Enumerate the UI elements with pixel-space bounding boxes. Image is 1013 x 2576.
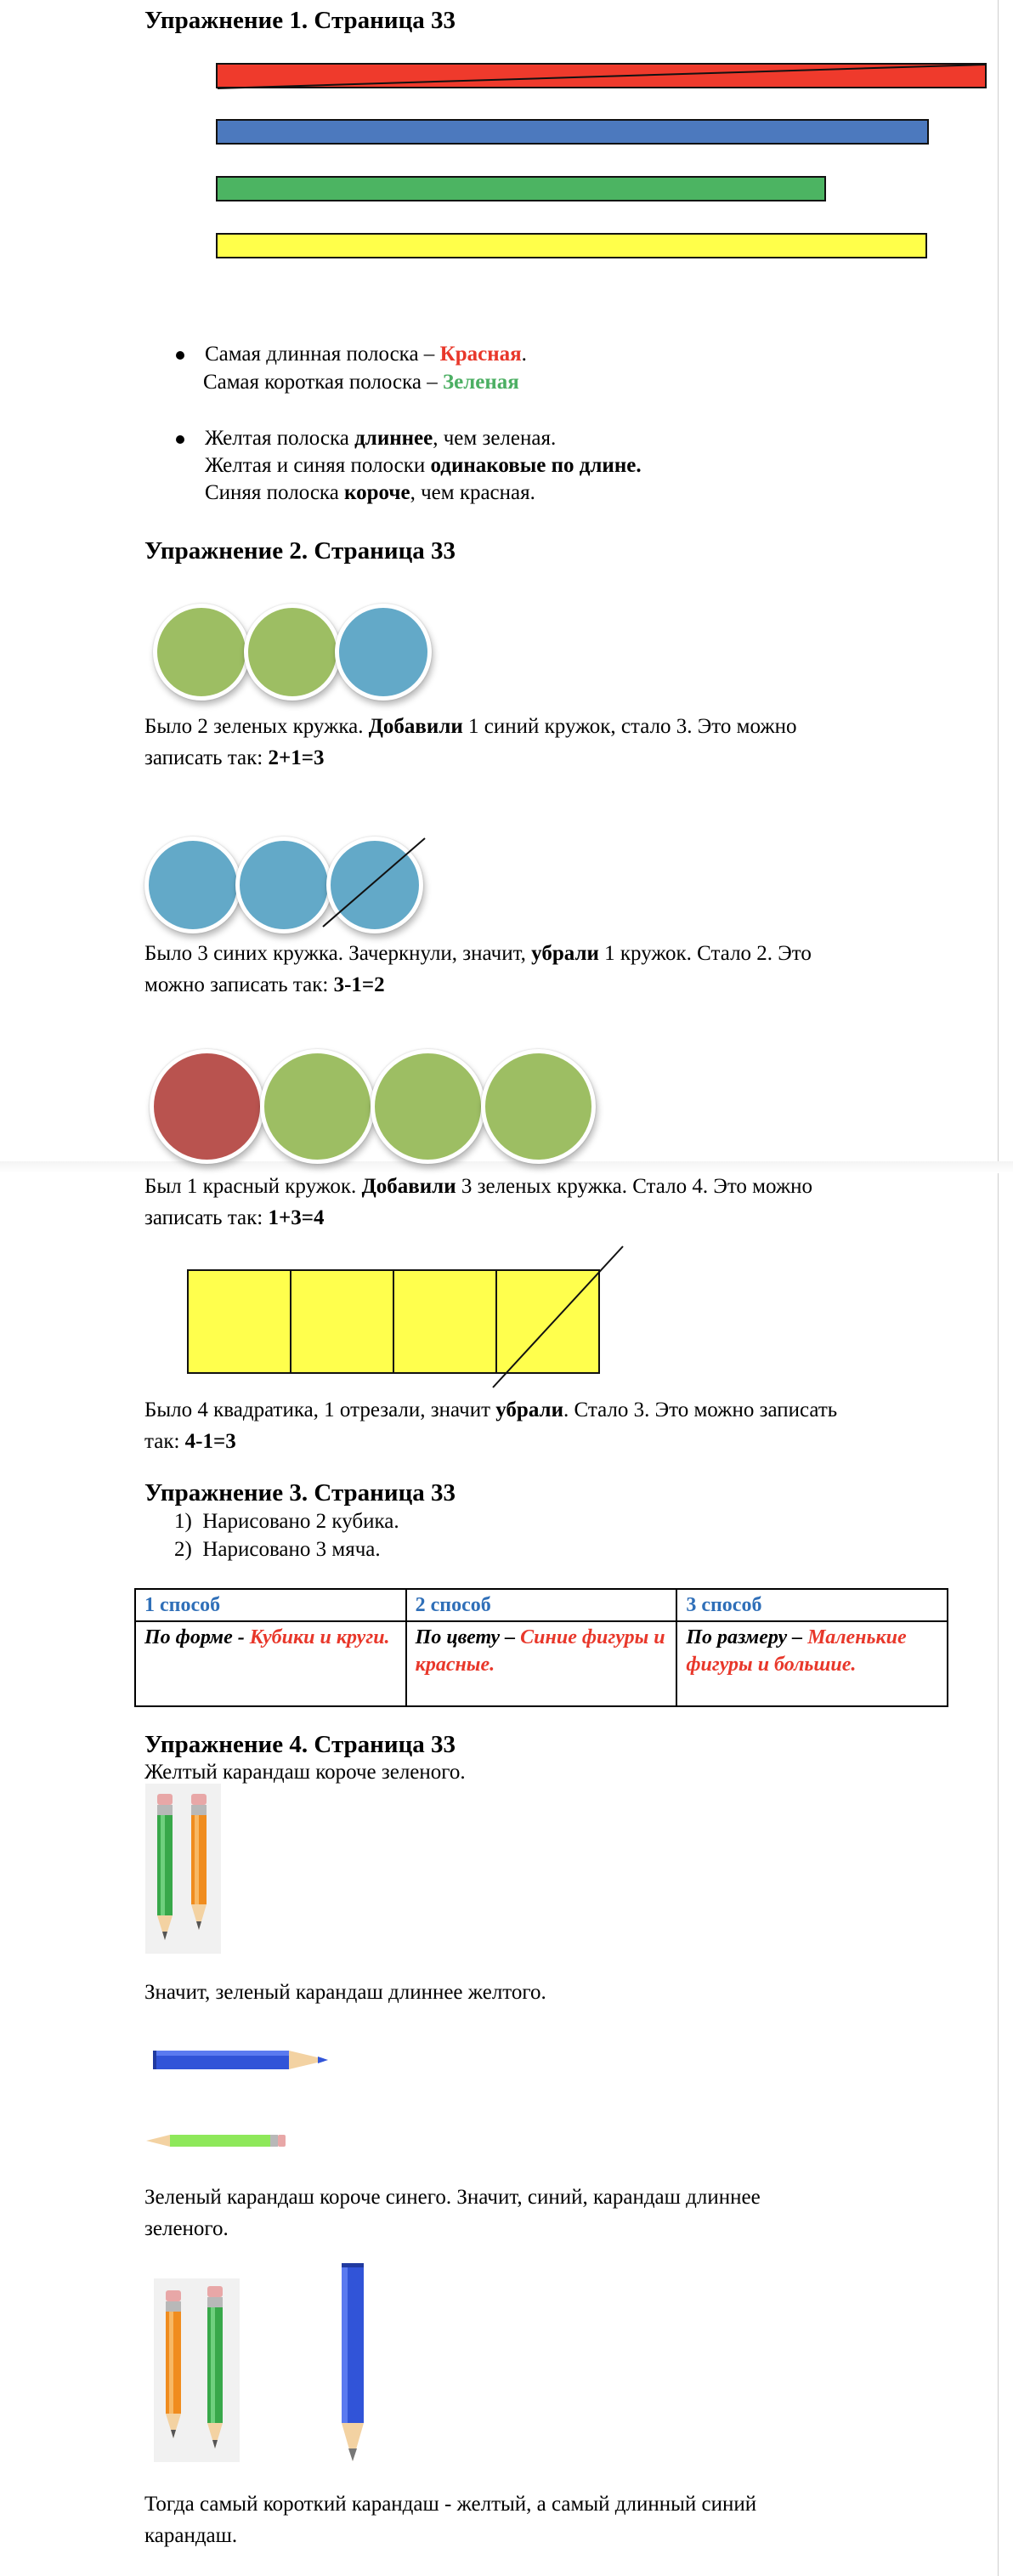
red-stripe-diagonal [218,65,985,88]
text-segment: записать так: [144,1206,269,1229]
item-number: 2) [174,1538,203,1561]
item-text: Нарисовано 2 кубика. [202,1510,399,1533]
cell-answer: Маленькие фигуры и большие. [686,1626,907,1676]
exercise-3-heading: Упражнение 3. Страница 33 [144,1479,456,1506]
blue-pencil-vertical-icon [342,2263,364,2461]
text-segment: 1 кружок. Стало 2. Это [598,942,812,965]
text-segment: Было 3 синих кружка. Зачеркнули, значит, [144,942,532,965]
text-segment: так: [144,1430,185,1453]
blue-pencil-horizontal-icon [153,2051,328,2069]
equation: 4-1=3 [184,1430,236,1453]
exercise-4-text-2: Значит, зеленый карандаш длиннее желтого. [144,1981,546,2004]
text-segment: Желтая полоска [205,427,355,450]
cell-answer: Синие фигуры и красные. [415,1626,665,1676]
equation: 3-1=2 [333,973,385,996]
text-segment: Самая длинная полоска – [205,343,440,366]
text-segment: Желтая и синяя полоски [205,454,431,477]
text-segment: 3 зеленых кружка. Стало 4. Это можно [456,1175,813,1198]
cell-label: По форме - [144,1626,250,1648]
exercise-4-text-1: Желтый карандаш короче зеленого. [144,1761,466,1784]
item-number: 1) [174,1510,203,1533]
answer-green: Зеленая [442,371,519,394]
text-bold: убрали [495,1399,563,1421]
green-pencil-icon [157,1794,173,1940]
text-segment: записать так: [144,746,269,769]
text-segment: можно записать так: [144,973,334,996]
answer-red: Красная [439,343,522,366]
pencil-pair-1 [145,1784,221,1954]
pencil-photo-background [145,1784,221,1954]
text-bold: короче [344,481,410,504]
green-pencil-icon [207,2286,223,2448]
cell-answer: Кубики и круги. [249,1626,390,1648]
equation: 1+3=4 [268,1206,325,1229]
strike-through-line [323,838,425,927]
text-bold: длиннее [354,427,433,450]
text-bold: Добавили [368,715,463,738]
text-segment: Был 1 красный кружок. [144,1175,362,1198]
text-segment: Синяя полоска [205,481,345,504]
text-segment: . [521,343,527,366]
orange-pencil-icon [191,1794,207,1930]
green-pencil-horizontal-icon [146,2135,286,2147]
item-text: Нарисовано 3 мяча. [202,1538,381,1561]
exercise-4-text-4a: Тогда самый короткий карандаш - желтый, а самый длинный синий [144,2493,757,2516]
exercise-4-text-3a: Зеленый карандаш короче синего. Значит, синий, карандаш длиннее [144,2186,761,2209]
text-segment: , чем красная. [410,481,535,504]
text-segment: 1 синий кружок, стало 3. Это можно [462,715,797,738]
exercise-1-heading: Упражнение 1. Страница 33 [144,7,456,34]
cell-label: По цвету – [415,1626,521,1648]
exercise-4-text-4b: карандаш. [144,2524,238,2547]
text-segment: . Стало 3. Это можно записать [563,1399,838,1421]
text-segment: Было 4 квадратика, 1 отрезали, значит [144,1399,496,1421]
table-header: 3 способ [676,1589,948,1621]
orange-pencil-icon [166,2290,181,2438]
pencil-pair-2 [154,2278,240,2462]
text-bold: Добавили [361,1175,456,1198]
exercise-4-heading: Упражнение 4. Страница 33 [144,1731,456,1758]
text-segment: Было 2 зеленых кружка. [144,715,369,738]
text-bold: убрали [531,942,599,965]
text-bold: одинаковые по длине. [430,454,642,477]
table-header: 1 способ [135,1589,406,1621]
table-header: 2 способ [406,1589,677,1621]
text-segment: , чем зеленая. [433,427,557,450]
cell-label: По размеру – [686,1626,808,1648]
exercise-4-text-3b: зеленого. [144,2217,229,2240]
equation: 2+1=3 [268,746,325,769]
text-segment: Самая короткая полоска – [203,371,443,394]
strike-through-line [493,1246,623,1387]
exercise-2-heading: Упражнение 2. Страница 33 [144,537,456,565]
